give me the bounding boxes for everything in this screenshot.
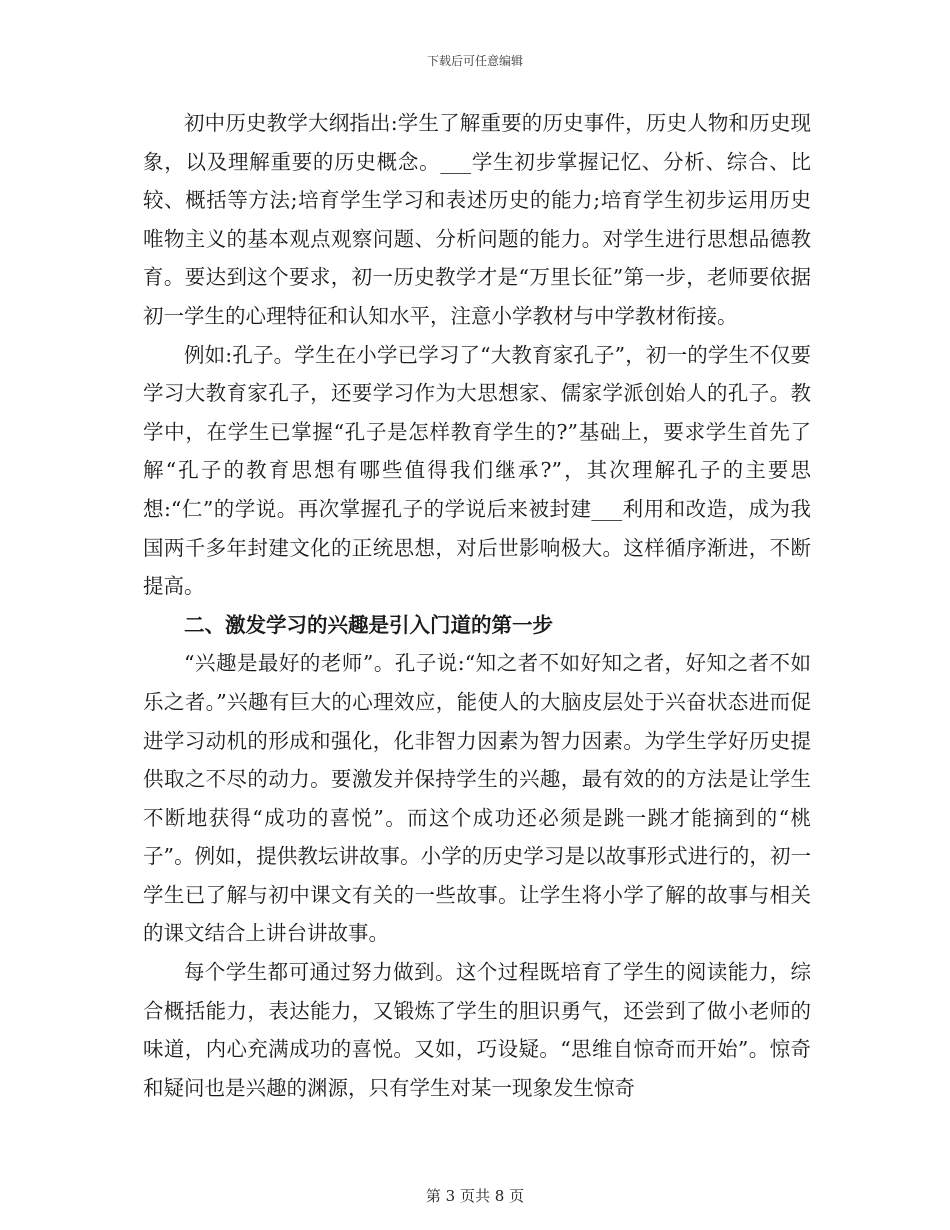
paragraph: 例如:孔子。学生在小学已学习了“大教育家孔子”，初一的学生不仅要学习大教育家孔子，还要学习作为大思想家、儒家学派创始人的孔子。教学中，在学生已掌握“孔子是怎样教育学生的?”基础上，要求学生首先了解“孔子的教育思想有哪些值得我们继承?”，其次理解孔子的主要思想:“仁”的学说。再次掌握孔子的学说后来被封建___利用和改造，成为我国两千多年封建文化的正统思想，对后世影响极大。这样循序渐进，不断提高。 <box>143 342 811 599</box>
paragraph: 初中历史教学大纲指出:学生了解重要的历史事件，历史人物和历史现象，以及理解重要的历史概念。___学生初步掌握记忆、分析、综合、比较、概括等方法;培育学生学习和表述历史的能力;培育学生初步运用历史唯物主义的基本观点观察问题、分析问题的能力。对学生进行思想品德教育。要达到这个要求，初一历史教学才是“万里长征”第一步，老师要依据初一学生的心理特征和认知水平，注意小学教材与中学教材衔接。 <box>143 111 811 328</box>
document-body <box>143 104 811 1107</box>
page-header-note: 下载后可任意编辑 <box>426 54 523 68</box>
section-heading: 二、激发学习的兴趣是引入门道的第一步 <box>184 612 553 637</box>
page-number-footer: 第 3 页共 8 页 <box>425 1187 525 1205</box>
paragraph: 每个学生都可通过努力做到。这个过程既培育了学生的阅读能力，综合概括能力，表达能力，又锻炼了学生的胆识勇气，还尝到了做小老师的味道，内心充满成功的喜悦。又如，巧设疑。“思维自惊奇而开始”。惊奇和疑问也是兴趣的渊源，只有学生对某一现象发生惊奇 <box>143 960 811 1100</box>
paragraph: “兴趣是最好的老师”。孔子说:“知之者不如好知之者，好知之者不如乐之者。”兴趣有巨大的心理效应，能使人的大脑皮层处于兴奋状态进而促进学习动机的形成和强化，化非智力因素为智力因素。为学生学好历史提供取之不尽的动力。要激发并保持学生的兴趣，最有效的的方法是让学生不断地获得“成功的喜悦”。而这个成功还必须是跳一跳才能摘到的“桃子”。例如，提供教坛讲故事。小学的历史学习是以故事形式进行的，初一学生已了解与初中课文有关的一些故事。让学生将小学了解的故事与相关的课文结合上讲台讲故事。 <box>143 651 811 946</box>
